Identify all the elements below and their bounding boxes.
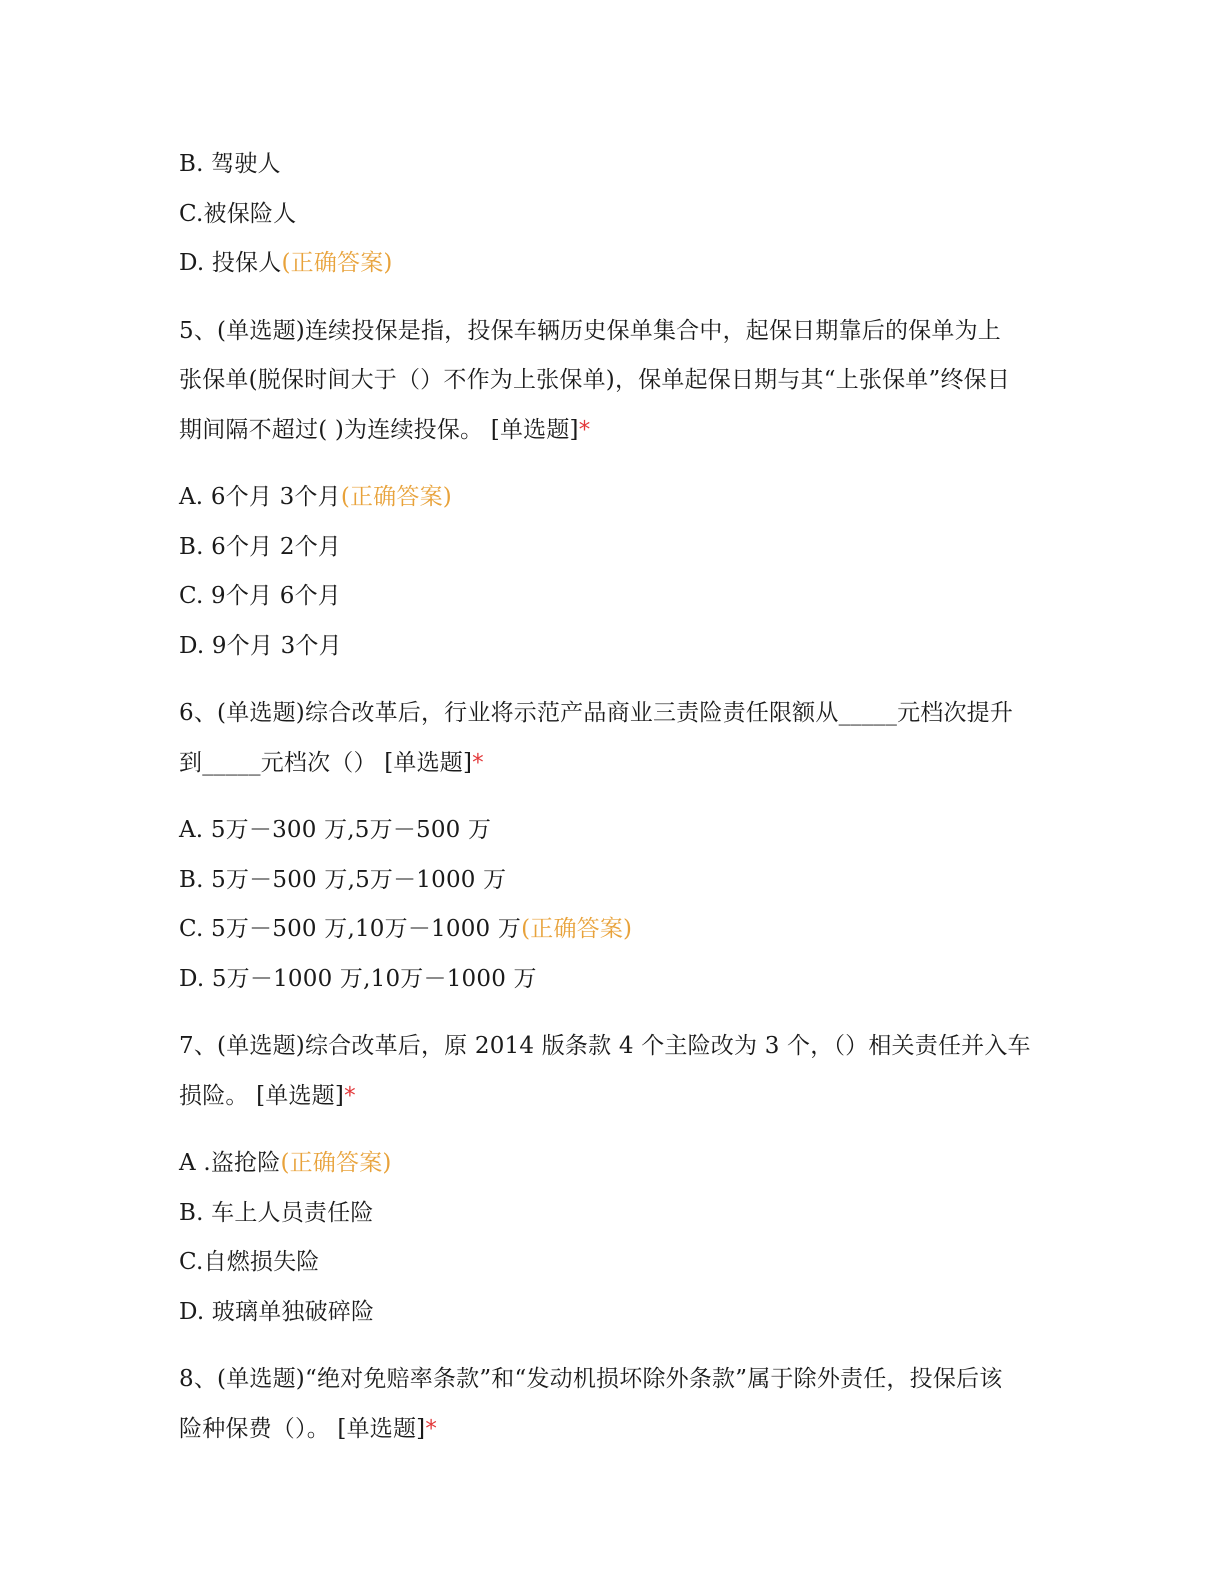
q4-option-b[interactable] xyxy=(179,140,1039,190)
correct-answer-tag: (正确答案) xyxy=(521,916,633,942)
q8-stem-line-1: 8、(单选题)“绝对免赔率条款”和“发动机损坏除外条款”属于除外责任，投保后该 xyxy=(179,1366,1003,1392)
stem-text: 期间隔不超过( )为连续投保。 [单选题] xyxy=(179,416,579,443)
q6-option-d[interactable] xyxy=(179,955,1039,1005)
q6-option-c[interactable] xyxy=(179,905,1039,955)
option-text: D. 投保人 xyxy=(179,250,282,276)
question-list xyxy=(179,140,1039,1454)
q6-option-a[interactable] xyxy=(179,806,1039,856)
correct-answer-tag: (正确答案) xyxy=(340,484,452,510)
option-text: C. 5万－500 万,10万－1000 万 xyxy=(179,916,522,942)
required-asterisk: * xyxy=(472,749,484,776)
option-text: B. 5万－500 万,5万－1000 万 xyxy=(179,866,507,893)
q7-option-b[interactable] xyxy=(179,1189,1039,1239)
correct-answer-tag: (正确答案) xyxy=(280,1150,392,1176)
correct-answer-tag: (正确答案) xyxy=(281,250,393,276)
q4-option-c[interactable] xyxy=(179,190,1039,240)
q6-option-b[interactable] xyxy=(179,856,1039,906)
stem-text: 到_____元档次（） [单选题] xyxy=(179,749,473,776)
option-text: D. 5万－1000 万,10万－1000 万 xyxy=(179,965,537,992)
required-asterisk: * xyxy=(344,1082,356,1109)
option-text: B. 车上人员责任险 xyxy=(179,1199,374,1226)
q6-stem-line-1: 6、(单选题)综合改革后，行业将示范产品商业三责险责任限额从_____元档次提升 xyxy=(179,700,1014,726)
q8-stem-line-2 xyxy=(179,1405,1039,1455)
q7-stem-line-2 xyxy=(179,1072,1039,1122)
q7-stem-line-1: 7、(单选题)综合改革后，原 2014 版条款 4 个主险改为 3 个，（）相关责任并入车 xyxy=(179,1033,1031,1059)
q5-stem-line-1: 5、(单选题)连续投保是指，投保车辆历史保单集合中，起保日期靠后的保单为上 xyxy=(179,317,1001,344)
stem-text: 险种保费（）。 [单选题] xyxy=(179,1415,426,1442)
option-text: B. 6个月 2个月 xyxy=(179,533,342,560)
q5-option-d[interactable] xyxy=(179,622,1039,672)
option-text: A. 6个月 3个月 xyxy=(179,484,341,510)
option-text: D. 玻璃单独破碎险 xyxy=(179,1298,375,1325)
q7-option-c[interactable] xyxy=(179,1238,1039,1288)
option-text: A .盗抢险 xyxy=(179,1150,281,1176)
stem-text: 损险。 [单选题] xyxy=(179,1082,345,1109)
required-asterisk: * xyxy=(578,416,591,443)
q5-option-a[interactable] xyxy=(179,473,1039,523)
option-text: C. 9个月 6个月 xyxy=(179,583,341,609)
option-text: C.被保险人 xyxy=(179,200,297,227)
q5-stem-line-2: 张保单(脱保时间大于（）不作为上张保单)，保单起保日期与其“上张保单”终保日 xyxy=(179,367,1011,393)
q5-option-b[interactable] xyxy=(179,523,1039,573)
q4-option-d[interactable] xyxy=(179,239,1039,289)
option-text: B. 驾驶人 xyxy=(179,151,281,177)
option-text: D. 9个月 3个月 xyxy=(179,632,342,659)
q7-option-a[interactable] xyxy=(179,1139,1039,1189)
q5-stem-line-3 xyxy=(179,406,1039,456)
required-asterisk: * xyxy=(425,1415,438,1442)
q5-option-c[interactable] xyxy=(179,572,1039,622)
q6-stem-line-2 xyxy=(179,739,1039,789)
option-text: C.自燃损失险 xyxy=(179,1249,320,1275)
q7-option-d[interactable] xyxy=(179,1288,1039,1338)
option-text: A. 5万－300 万,5万－500 万 xyxy=(179,817,492,843)
